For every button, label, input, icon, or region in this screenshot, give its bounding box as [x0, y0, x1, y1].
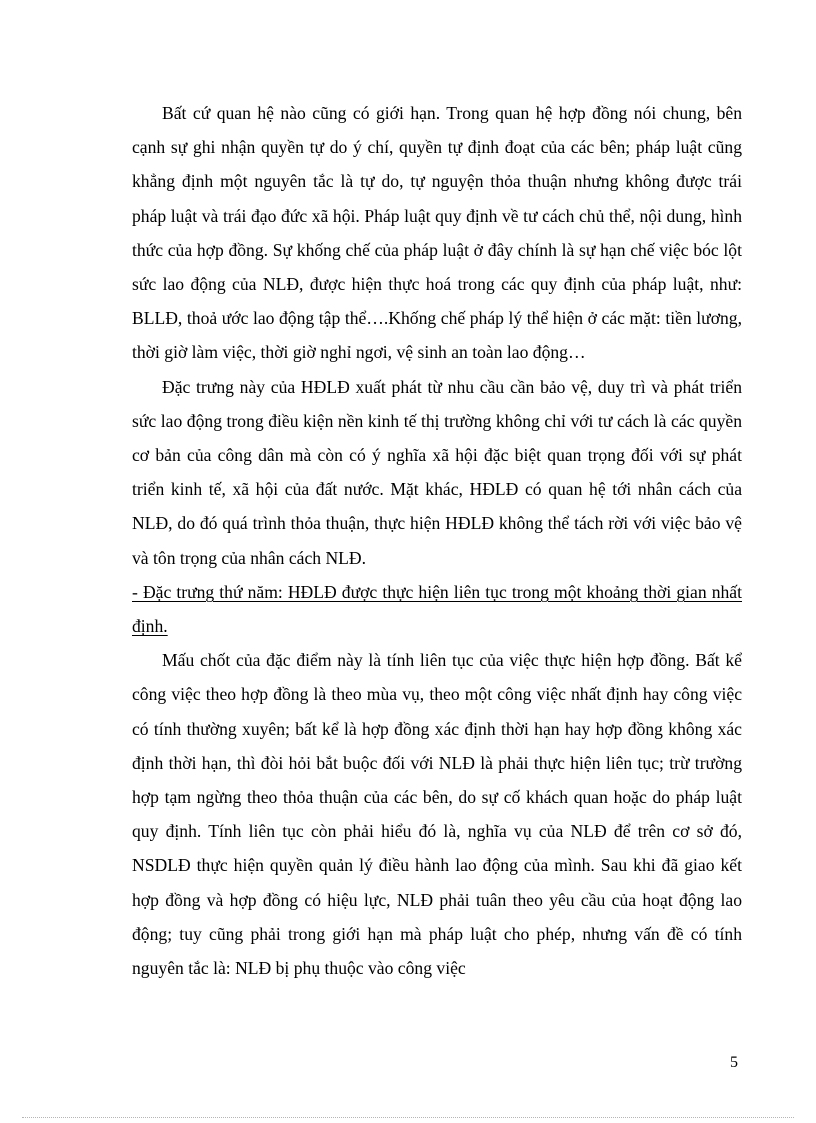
- page-number: 5: [730, 1054, 738, 1071]
- section-heading-fifth-characteristic: - Đặc trưng thứ năm: HĐLĐ được thực hiện liên tục trong một khoảng thời gian nhất định.: [132, 581, 742, 637]
- document-body: [132, 96, 742, 985]
- page-bottom-divider: [22, 1117, 794, 1118]
- paragraph-continuity: Mấu chốt của đặc điểm này là tính liên tục của việc thực hiện hợp đồng. Bất kể công việc theo hợp đồng là theo mùa vụ, theo một công việc nhất định hay công việc có tính thường xuyên; bất kể là hợp đồng xác định thời hạn hay hợp đồng không xác định thời hạn, thì đòi hỏi bắt buộc đối với NLĐ là phải thực hiện liên tục; trừ trường hợp tạm ngừng theo thỏa thuận của các bên, do sự cố khách quan hoặc do pháp luật quy định. Tính liên tục còn phải hiểu đó là, nghĩa vụ của NLĐ để trên cơ sở đó, NSDLĐ thực hiện quyền quản lý điều hành lao động của mình. Sau khi đã giao kết hợp đồng và hợp đồng có hiệu lực, NLĐ phải tuân theo yêu cầu của hoạt động lao động; tuy cũng phải trong giới hạn mà pháp luật cho phép, nhưng vấn đề có tính nguyên tắc là: NLĐ bị phụ thuộc vào công việc: [132, 650, 742, 979]
- paragraph-legal-limits: Bất cứ quan hệ nào cũng có giới hạn. Trong quan hệ hợp đồng nói chung, bên cạnh sự ghi nhận quyền tự do ý chí, quyền tự định đoạt của các bên; pháp luật cũng khẳng định một nguyên tắc là tự do, tự nguyện thỏa thuận nhưng không được trái pháp luật và trái đạo đức xã hội. Pháp luật quy định về tư cách chủ thể, nội dung, hình thức của hợp đồng. Sự khống chế của pháp luật ở đây chính là sự hạn chế việc bóc lột sức lao động của NLĐ, được hiện thực hoá trong các quy định của pháp luật, như: BLLĐ, thoả ước lao động tập thể….Khống chế pháp lý thể hiện ở các mặt: tiền lương, thời giờ làm việc, thời giờ nghỉ ngơi, vệ sinh an toàn lao động…: [132, 103, 742, 363]
- paragraph-labor-protection: Đặc trưng này của HĐLĐ xuất phát từ nhu cầu cần bảo vệ, duy trì và phát triển sức lao động trong điều kiện nền kinh tế thị trường không chỉ với tư cách là các quyền cơ bản của công dân mà còn có ý nghĩa xã hội đặc biệt quan trọng đối với sự phát triển kinh tế, xã hội của đất nước. Mặt khác, HĐLĐ có quan hệ tới nhân cách của NLĐ, do đó quá trình thỏa thuận, thực hiện HĐLĐ không thể tách rời với việc bảo vệ và tôn trọng của nhân cách NLĐ.: [132, 376, 742, 568]
